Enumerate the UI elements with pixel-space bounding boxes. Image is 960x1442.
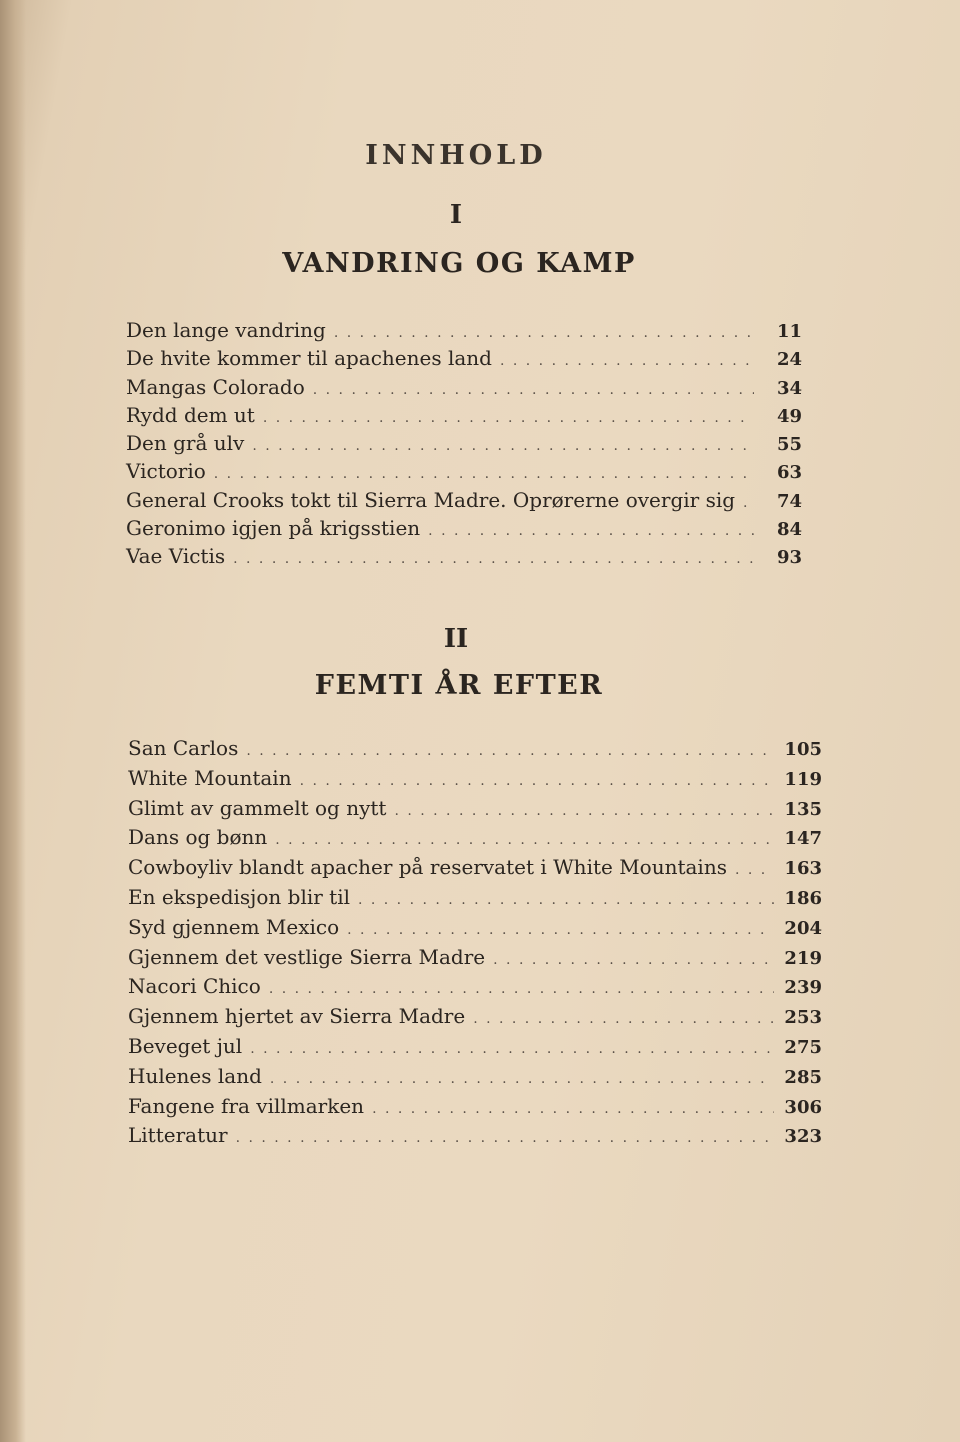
toc-entry-page: 63 bbox=[776, 462, 802, 484]
toc-entry-page: 34 bbox=[776, 377, 802, 399]
dot-leader bbox=[347, 922, 774, 938]
toc-entry-page: 147 bbox=[784, 828, 822, 850]
toc-entry bbox=[126, 403, 802, 431]
dot-leader bbox=[252, 438, 754, 454]
toc-entry-page: 84 bbox=[776, 519, 802, 541]
toc-entry-title: Litteratur bbox=[128, 1123, 228, 1148]
toc-entry-title: San Carlos bbox=[128, 736, 239, 760]
part-1-contents-list bbox=[126, 318, 802, 573]
toc-entry-page: 204 bbox=[784, 917, 822, 939]
dot-leader bbox=[313, 382, 754, 398]
part-2-numeral: II bbox=[443, 624, 469, 654]
toc-entry-title: General Crooks tokt til Sierra Madre. Oprørerne overgir sig bbox=[126, 487, 736, 512]
dot-leader bbox=[233, 551, 754, 567]
toc-entry bbox=[126, 459, 802, 487]
toc-entry-title: Cowboyliv blandt apacher på reservatet i White Mountains bbox=[128, 855, 727, 880]
toc-entry bbox=[128, 855, 822, 885]
dot-leader bbox=[270, 1071, 774, 1087]
toc-entry-page: 105 bbox=[784, 739, 822, 760]
toc-entry bbox=[126, 346, 802, 374]
toc-entry-page: 93 bbox=[776, 547, 802, 569]
dot-leader bbox=[428, 523, 754, 539]
toc-entry-page: 275 bbox=[784, 1036, 822, 1058]
dot-leader bbox=[263, 410, 754, 426]
toc-entry-title: Hulenes land bbox=[128, 1063, 262, 1088]
dot-leader bbox=[500, 353, 754, 369]
toc-entry-title: White Mountain bbox=[128, 765, 292, 790]
toc-entry-page: 55 bbox=[776, 434, 802, 456]
toc-entry-title: Gjennem hjertet av Sierra Madre bbox=[128, 1004, 466, 1029]
toc-entry bbox=[128, 1094, 822, 1124]
dot-leader bbox=[735, 862, 774, 878]
dot-leader bbox=[394, 803, 774, 819]
toc-entry-title: Mangas Colorado bbox=[126, 374, 305, 399]
dot-leader bbox=[743, 495, 754, 511]
toc-entry bbox=[128, 796, 822, 826]
dot-leader bbox=[214, 466, 754, 482]
dot-leader bbox=[372, 1101, 774, 1117]
toc-entry-title: De hvite kommer til apachenes land bbox=[126, 346, 492, 371]
toc-entry-page: 239 bbox=[784, 977, 822, 999]
toc-entry bbox=[128, 1004, 822, 1034]
dot-leader bbox=[358, 892, 774, 908]
toc-entry bbox=[128, 736, 822, 766]
toc-entry-page: 306 bbox=[784, 1096, 822, 1118]
toc-entry-title: Den grå ulv bbox=[126, 431, 245, 456]
toc-entry-page: 219 bbox=[784, 947, 822, 969]
part-2-title: FEMTI ÅR EFTER bbox=[314, 670, 604, 701]
toc-entry bbox=[126, 516, 802, 544]
toc-entry bbox=[128, 1123, 822, 1153]
toc-entry-title: Rydd dem ut bbox=[126, 402, 255, 427]
dot-leader bbox=[246, 743, 774, 759]
toc-entry-page: 285 bbox=[784, 1066, 822, 1088]
toc-entry-title: Dans og bønn bbox=[128, 825, 268, 850]
toc-entry-title: Glimt av gammelt og nytt bbox=[128, 795, 387, 820]
toc-entry bbox=[128, 974, 822, 1004]
toc-entry bbox=[128, 1064, 822, 1094]
toc-entry bbox=[128, 915, 822, 945]
dot-leader bbox=[493, 952, 774, 968]
dot-leader bbox=[269, 981, 774, 997]
toc-entry bbox=[128, 945, 822, 975]
toc-entry-title: Syd gjennem Mexico bbox=[128, 914, 340, 939]
toc-entry-title: Vae Victis bbox=[126, 544, 226, 569]
dot-leader bbox=[236, 1130, 774, 1146]
contents-title: INNHOLD bbox=[365, 140, 547, 171]
toc-entry-page: 11 bbox=[776, 321, 802, 342]
toc-entry bbox=[128, 885, 822, 915]
toc-entry-title: En ekspedisjon blir til bbox=[128, 884, 350, 909]
dot-leader bbox=[334, 325, 754, 341]
toc-entry-page: 119 bbox=[784, 768, 822, 790]
part-1-numeral: I bbox=[449, 200, 463, 230]
toc-entry-page: 253 bbox=[784, 1007, 822, 1029]
toc-entry-title: Gjennem det vestlige Sierra Madre bbox=[128, 944, 486, 969]
part-2-contents-list bbox=[128, 736, 822, 1153]
toc-entry bbox=[128, 825, 822, 855]
toc-entry bbox=[126, 544, 802, 572]
toc-entry-title: Nacori Chico bbox=[128, 974, 261, 999]
toc-entry-page: 163 bbox=[784, 858, 822, 880]
toc-entry-title: Den lange vandring bbox=[126, 318, 326, 342]
toc-entry bbox=[126, 431, 802, 459]
toc-entry-title: Geronimo igjen på krigsstien bbox=[126, 516, 421, 541]
toc-entry bbox=[126, 318, 802, 346]
toc-entry-page: 49 bbox=[776, 405, 802, 427]
toc-entry bbox=[126, 375, 802, 403]
toc-entry-page: 186 bbox=[784, 887, 822, 909]
toc-entry-title: Victorio bbox=[126, 459, 206, 484]
toc-entry-title: Fangene fra villmarken bbox=[128, 1093, 365, 1118]
toc-entry-title: Beveget jul bbox=[128, 1033, 243, 1058]
toc-entry bbox=[128, 1034, 822, 1064]
toc-entry-page: 323 bbox=[784, 1126, 822, 1148]
toc-entry bbox=[128, 766, 822, 796]
dot-leader bbox=[275, 832, 774, 848]
part-1-title: VANDRING OG KAMP bbox=[282, 248, 636, 279]
toc-entry-page: 135 bbox=[784, 798, 822, 820]
dot-leader bbox=[473, 1011, 774, 1027]
dot-leader bbox=[300, 773, 774, 789]
dot-leader bbox=[250, 1041, 774, 1057]
toc-entry-page: 74 bbox=[776, 490, 802, 512]
toc-entry bbox=[126, 488, 802, 516]
toc-entry-page: 24 bbox=[776, 349, 802, 371]
